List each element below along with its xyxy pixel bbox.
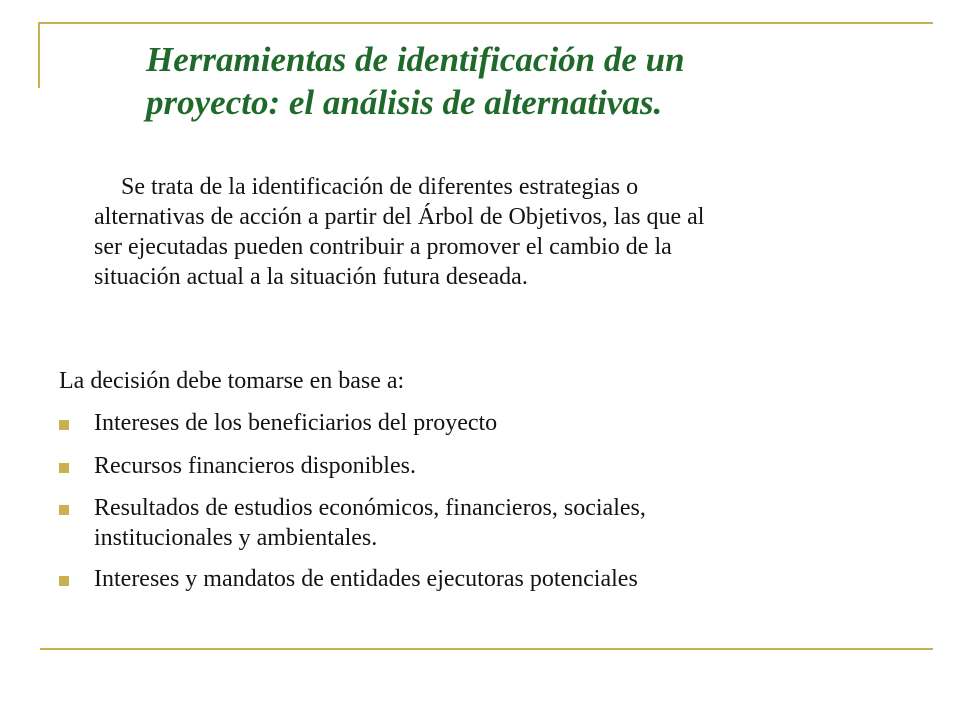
square-bullet-icon: [59, 420, 69, 430]
list-item-text-continued: institucionales y ambientales.: [94, 525, 378, 551]
square-bullet-icon: [59, 463, 69, 473]
list-item-text: Intereses de los beneficiarios del proyecto: [94, 410, 498, 436]
list-item: [59, 493, 919, 553]
list-item-text: Intereses y mandatos de entidades ejecutoras potenciales: [94, 566, 638, 592]
left-divider: [38, 22, 40, 88]
intro-line-3: ser ejecutadas pueden contribuir a promover el cambio de la: [94, 234, 672, 260]
top-divider: [40, 22, 933, 24]
slide-title: [146, 38, 906, 124]
list-item: [59, 451, 919, 481]
intro-line-1: Se trata de la identificación de diferentes estrategias o: [121, 174, 639, 200]
slide-title-line-1: Herramientas de identificación de un: [146, 40, 685, 79]
intro-line-4: situación actual a la situación futura deseada.: [94, 264, 528, 290]
slide-title-line-2: proyecto: el análisis de alternativas.: [146, 83, 663, 122]
intro-line-2: alternativas de acción a partir del Árbol de Objetivos, las que al: [94, 204, 705, 230]
square-bullet-icon: [59, 505, 69, 515]
list-item: [59, 564, 919, 594]
square-bullet-icon: [59, 576, 69, 586]
list-item-text: Recursos financieros disponibles.: [94, 453, 416, 479]
bottom-divider: [40, 648, 933, 650]
bullet-list: [59, 408, 919, 594]
intro-paragraph: [94, 172, 894, 292]
list-item: [59, 408, 919, 438]
list-item-text: Resultados de estudios económicos, financieros, sociales,: [94, 495, 646, 521]
lead-sentence: La decisión debe tomarse en base a:: [59, 368, 405, 394]
